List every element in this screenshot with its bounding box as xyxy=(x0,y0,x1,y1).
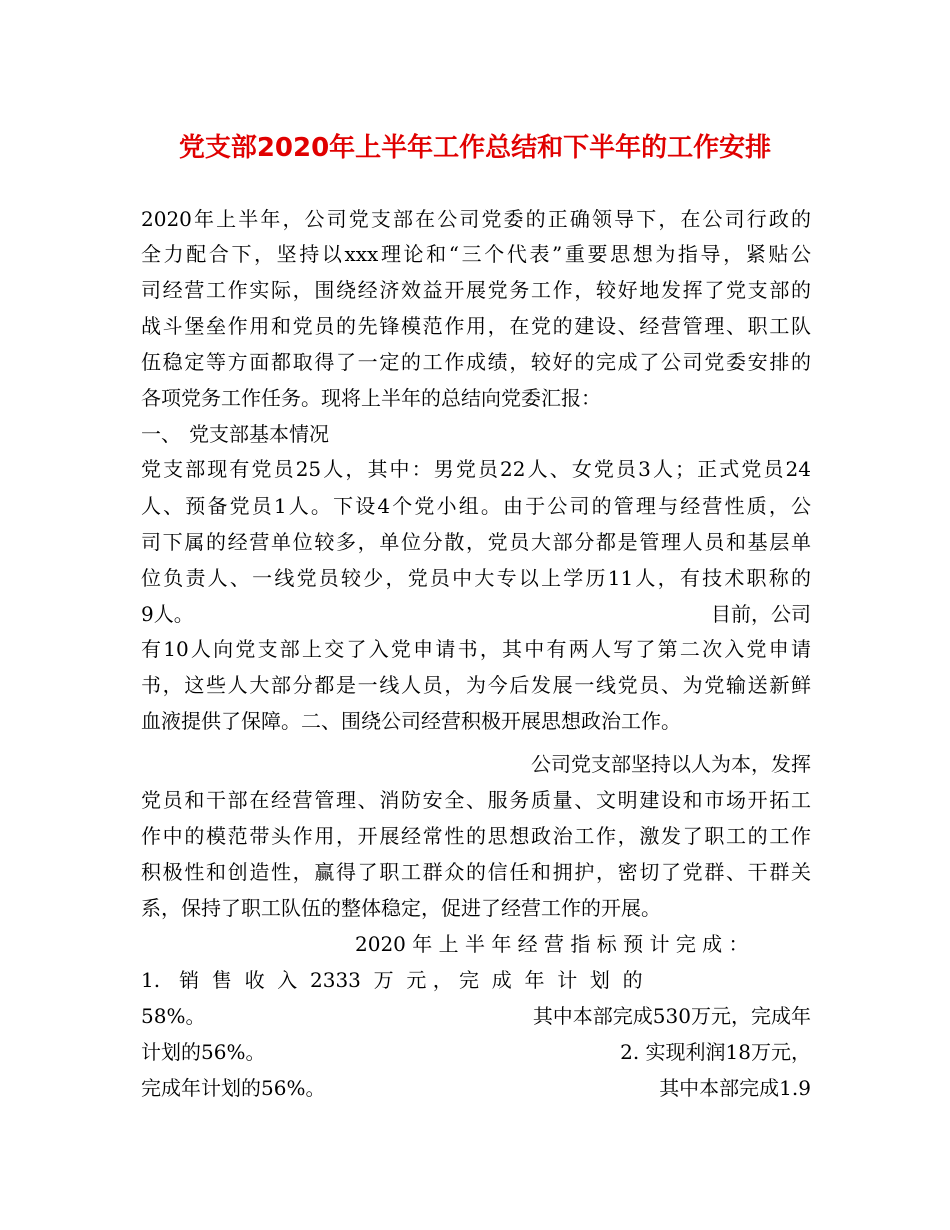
document-title: 党支部2020年上半年工作总结和下半年的工作安排 xyxy=(178,133,772,163)
paragraph-line: 1. 销 售 收 入 2333 万 元 ， 完 成 年 计 划 的 xyxy=(141,968,643,992)
line-right-text: 2. 实现利润18万元， xyxy=(620,1040,811,1064)
paragraph-line: 党支部现有党员25人，其中：男党员22人、女党员3人；正式党员24 xyxy=(141,457,811,481)
paragraph-line: 积极性和创造性，赢得了职工群众的信任和拥护，密切了党群、干群关 xyxy=(141,860,811,884)
paragraph-line: 战斗堡垒作用和党员的先锋模范作用，在党的建设、经营管理、职工队 xyxy=(141,314,811,338)
paragraph-line: 党员和干部在经营管理、消防安全、服务质量、文明建设和市场开拓工 xyxy=(141,788,811,812)
paragraph-line: 公司党支部坚持以人为本，发挥 xyxy=(531,752,811,776)
paragraph-line: 作中的模范带头作用，开展经常性的思想政治工作，激发了职工的工作 xyxy=(141,824,811,848)
paragraph-line: 位负责人、一线党员较少，党员中大专以上学历11人，有技术职称的 xyxy=(141,566,811,590)
section-number: 一、 xyxy=(141,422,181,446)
paragraph-line xyxy=(141,1034,811,1070)
section-heading-text: 党支部基本情况 xyxy=(189,422,329,446)
line-left-text: 完成年计划的56%。 xyxy=(141,1076,326,1100)
line-left-text: 58%。 xyxy=(141,1004,206,1028)
paragraph-line xyxy=(141,596,811,632)
paragraph-line: 伍稳定等方面都取得了一定的工作成绩，较好的完成了公司党委安排的 xyxy=(141,350,811,374)
line-left-text: 计划的56%。 xyxy=(141,1040,266,1064)
paragraph-line: 系，保持了职工队伍的整体稳定，促进了经营工作的开展。 xyxy=(141,896,661,920)
paragraph-line: 书，这些人大部分都是一线人员，为今后发展一线党员、为党输送新鲜 xyxy=(141,673,811,697)
paragraph-line: 血液提供了保障。二、围绕公司经营积极开展思想政治工作。 xyxy=(141,709,681,733)
paragraph-line: 全力配合下，坚持以xxx理论和“三个代表”重要思想为指导，紧贴公 xyxy=(141,242,811,266)
indicator-heading: 2020 年 上 半 年 经 营 指 标 预 计 完 成 ： xyxy=(355,932,749,956)
line-right-text: 目前，公司 xyxy=(711,602,811,626)
paragraph-line: 2020年上半年，公司党支部在公司党委的正确领导下，在公司行政的 xyxy=(141,207,811,231)
section-heading xyxy=(141,416,811,452)
paragraph-line xyxy=(141,998,811,1034)
paragraph-line xyxy=(141,1070,811,1106)
paragraph-line: 司经营工作实际，围绕经济效益开展党务工作，较好地发挥了党支部的 xyxy=(141,278,811,302)
line-right-text: 其中本部完成1.9 xyxy=(659,1076,811,1100)
paragraph-line: 司下属的经营单位较多，单位分散，党员大部分都是管理人员和基层单 xyxy=(141,530,811,554)
line-left-text: 9人。 xyxy=(141,602,194,626)
paragraph-line: 人、预备党员1人。下设4个党小组。由于公司的管理与经营性质，公 xyxy=(141,494,811,518)
paragraph-line: 各项党务工作任务。现将上半年的总结向党委汇报： xyxy=(141,386,601,410)
line-right-text: 其中本部完成530万元，完成年 xyxy=(532,1004,811,1028)
paragraph-line: 有10人向党支部上交了入党申请书，其中有两人写了第二次入党申请 xyxy=(141,637,811,661)
